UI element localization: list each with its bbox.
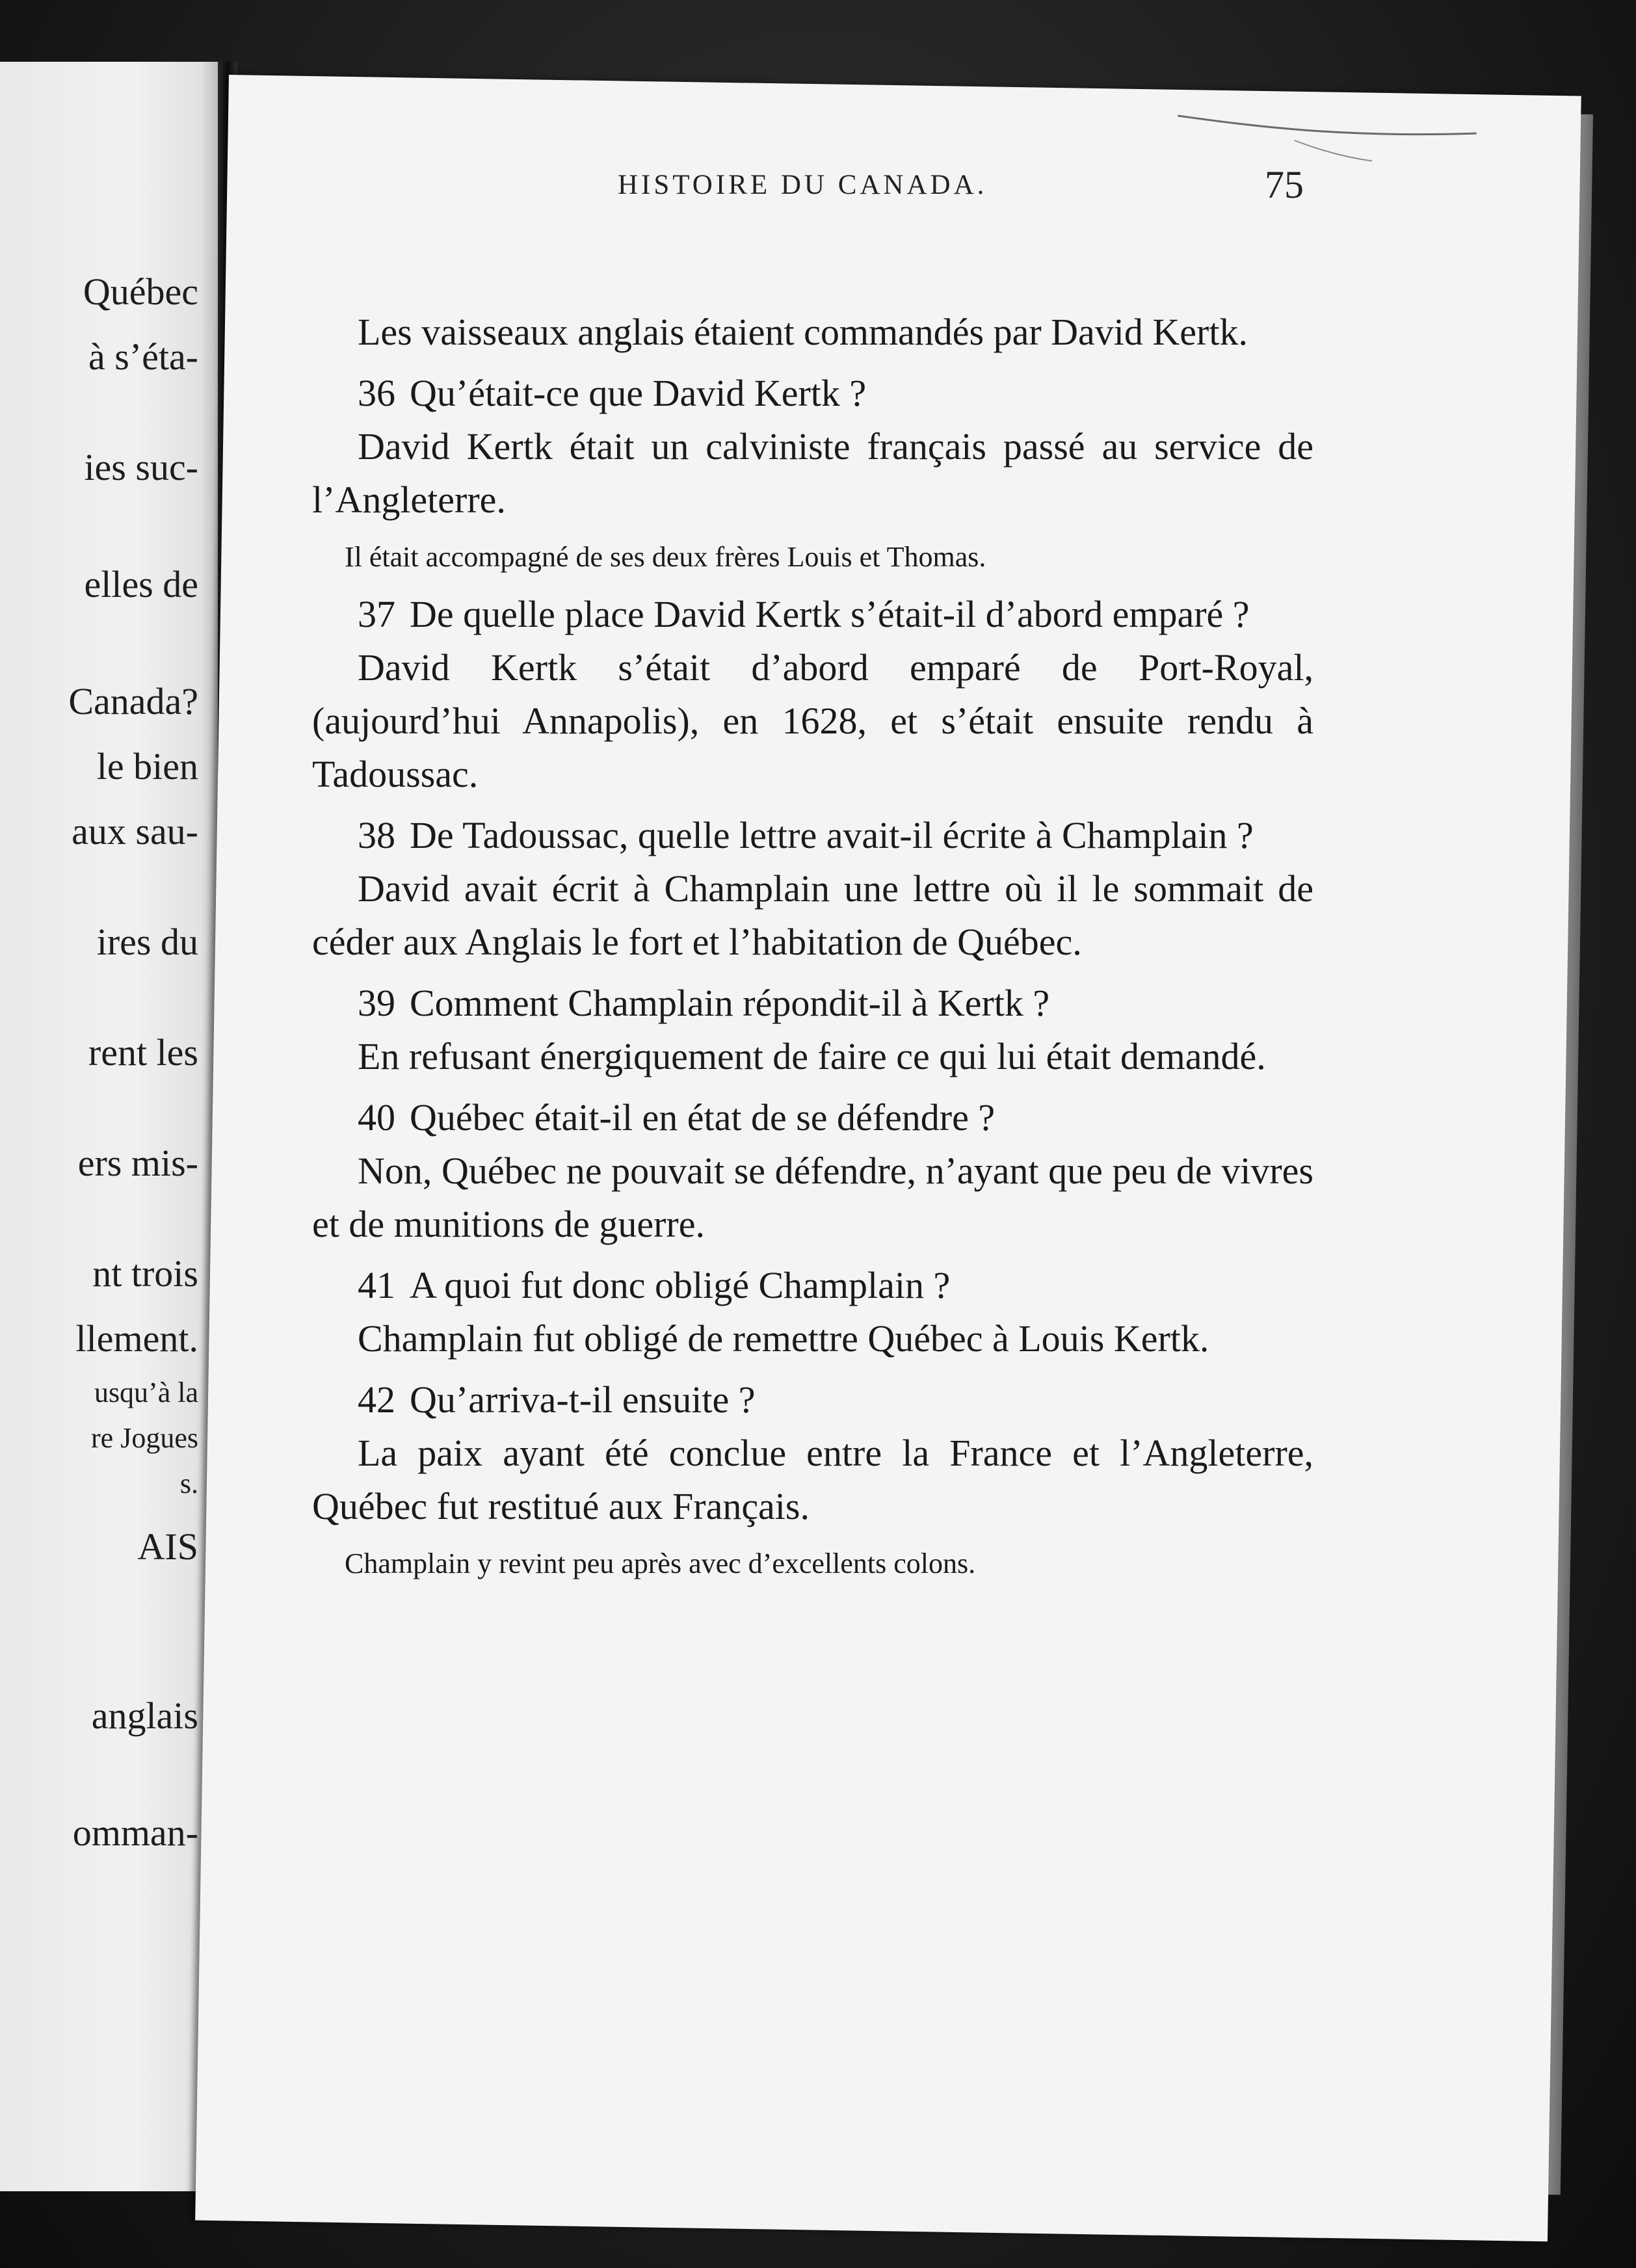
question [312, 367, 1313, 420]
left-page-line: ires du [96, 921, 198, 963]
answer: David Kertk était un calviniste français passé au service de l’Angleterre. [312, 425, 1313, 521]
left-page-line: rent les [88, 1031, 198, 1074]
left-page-line: Canada? [68, 680, 198, 722]
scratch-mark [1177, 109, 1477, 166]
question-text: Québec était-il en état de se défendre ? [410, 1096, 996, 1139]
answer: David Kertk s’était d’abord emparé de Port-Royal, (aujourd’hui Annapolis), en 1628, et s’était ensuite rendu à Tadoussac. [312, 646, 1313, 795]
left-page-line: usqu’à la [94, 1377, 198, 1408]
left-facing-page [0, 62, 218, 2191]
page-header [390, 163, 1326, 215]
left-page-line: Québec [83, 270, 198, 313]
question-text: A quoi fut donc obligé Champlain ? [410, 1264, 951, 1306]
question-text: Comment Champlain répondit-il à Kertk ? [410, 982, 1050, 1024]
answer: En refusant énergiquement de faire ce qui lui était demandé. [358, 1035, 1266, 1077]
question-number: 37 [358, 593, 395, 635]
left-page-line: ies suc- [84, 446, 198, 488]
left-page-line: omman- [72, 1812, 198, 1854]
left-page-line: s. [179, 1468, 198, 1499]
left-page-line: à s’éta- [88, 336, 198, 378]
body-text [312, 306, 1313, 1594]
question-text: Qu’était-ce que David Kertk ? [410, 372, 867, 414]
footnote: Champlain y revint peu après avec d’excellents colons. [345, 1548, 976, 1579]
left-page-line: ers mis- [77, 1142, 198, 1184]
question-text: Qu’arriva-t-il ensuite ? [410, 1378, 756, 1421]
answer: Les vaisseaux anglais étaient commandés par David Kertk. [358, 311, 1248, 353]
answer: Non, Québec ne pouvait se défendre, n’ayant que peu de vivres et de munitions de guerre. [312, 1150, 1313, 1245]
left-page-line: llement. [75, 1317, 198, 1360]
answer: Champlain fut obligé de remettre Québec à Louis Kertk. [358, 1317, 1209, 1360]
left-page-line: AIS [137, 1525, 198, 1568]
question-number: 36 [358, 372, 395, 414]
left-page-line: aux sau- [72, 810, 198, 852]
question [312, 809, 1313, 862]
answer: La paix ayant été conclue entre la France et l’Angleterre, Québec fut restitué aux Français. [312, 1432, 1313, 1527]
answer: David avait écrit à Champlain une lettre où il le sommait de céder aux Anglais le fort et l’habitation de Québec. [312, 867, 1313, 963]
question-text: De Tadoussac, quelle lettre avait-il écrite à Champlain ? [410, 814, 1254, 856]
question [312, 1373, 1313, 1427]
question-number: 42 [358, 1378, 395, 1421]
question [312, 1259, 1313, 1312]
running-title: HISTOIRE DU CANADA. [618, 170, 988, 200]
question [312, 977, 1313, 1030]
question-number: 41 [358, 1264, 395, 1306]
question [312, 1091, 1313, 1144]
left-page-line: elles de [84, 563, 198, 605]
page-number: 75 [1265, 163, 1304, 206]
left-page-line: re Jogues [91, 1422, 198, 1454]
footnote: Il était accompagné de ses deux frères Louis et Thomas. [345, 541, 986, 573]
left-page-line: le bien [96, 745, 198, 787]
question-number: 38 [358, 814, 395, 856]
question [312, 588, 1313, 641]
question-text: De quelle place David Kertk s’était-il d’abord emparé ? [410, 593, 1250, 635]
question-number: 40 [358, 1096, 395, 1139]
question-number: 39 [358, 982, 395, 1024]
left-page-line: anglais [91, 1694, 198, 1737]
left-page-line: nt trois [92, 1252, 198, 1295]
